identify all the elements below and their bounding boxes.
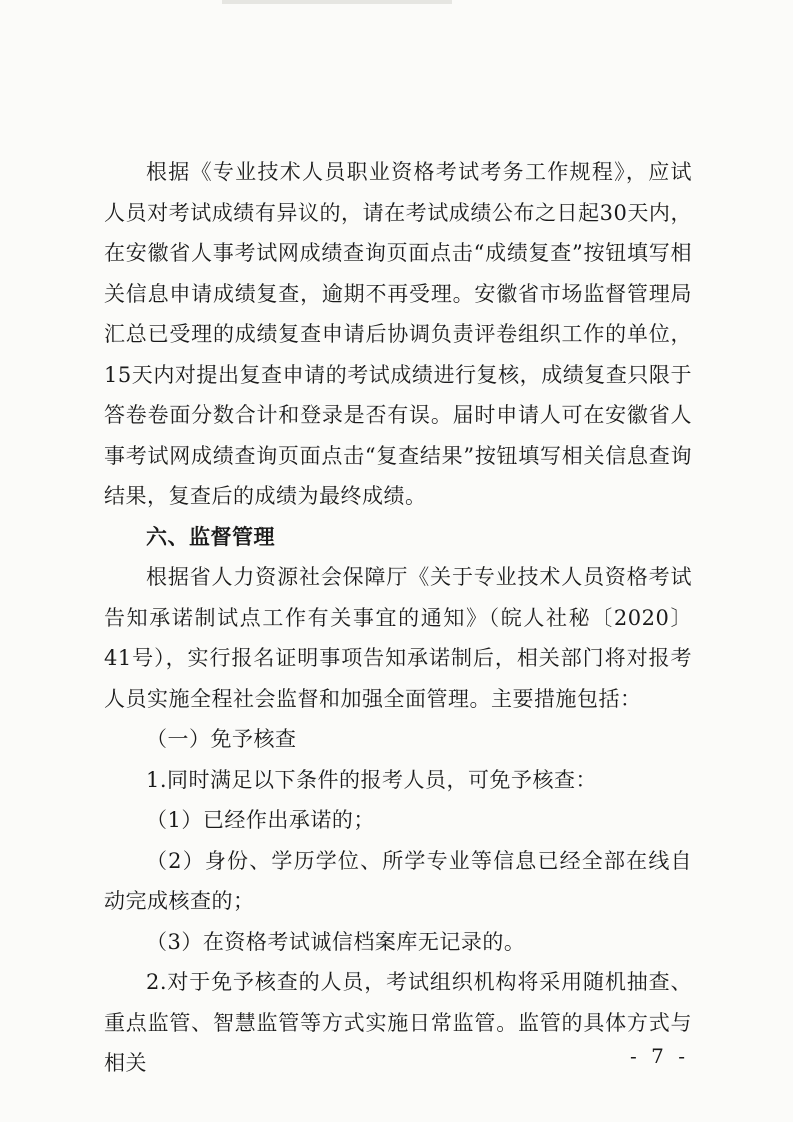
list-item-condition-2: （2）身份、学历学位、所学专业等信息已经全部在线自动完成核查的； — [104, 848, 692, 913]
paragraph-monitoring: 2.对于免予核查的人员，考试组织机构将采用随机抽查、重点监管、智慧监管等方式实施日常监管。监管的具体方式与相关 — [104, 970, 692, 1075]
document-body — [104, 152, 692, 1084]
page-number: - 7 - — [630, 1044, 689, 1068]
paragraph-exemption-conditions: 1.同时满足以下条件的报考人员，可免予核查： — [146, 767, 598, 792]
paragraph-supervision-intro: 根据省人力资源社会保障厅《关于专业技术人员资格考试告知承诺制试点工作有关事宜的通知》（皖人社秘〔2020〕41号），实行报名证明事项告知承诺制后，相关部门将对报考人员实施全程社会监督和加强全面管理。主要措施包括： — [104, 565, 692, 711]
section-heading-supervision: 六、监督管理 — [146, 524, 275, 549]
scan-mark — [222, 0, 452, 4]
list-item-condition-1: （1）已经作出承诺的； — [146, 808, 375, 832]
list-item-condition-3: （3）在资格考试诚信档案库无记录的。 — [146, 929, 526, 954]
paragraph-score-review: 根据《专业技术人员职业资格考试考务工作规程》，应试人员对考试成绩有异议的，请在考试成绩公布之日起30天内，在安徽省人事考试网成绩查询页面点击“成绩复查”按钮填写相关信息申请成绩复查，逾期不再受理。安徽省市场监督管理局汇总已受理的成绩复查申请后协调负责评卷组织工作的单位，15天内对提出复查申请的考试成绩进行复核，成绩复查只限于答卷卷面分数合计和登录是否有误。届时申请人可在安徽省人事考试网成绩查询页面点击“复查结果”按钮填写相关信息查询结果，复查后的成绩为最终成绩。 — [104, 160, 692, 508]
subheading-exemption: （一）免予核查 — [146, 727, 297, 751]
